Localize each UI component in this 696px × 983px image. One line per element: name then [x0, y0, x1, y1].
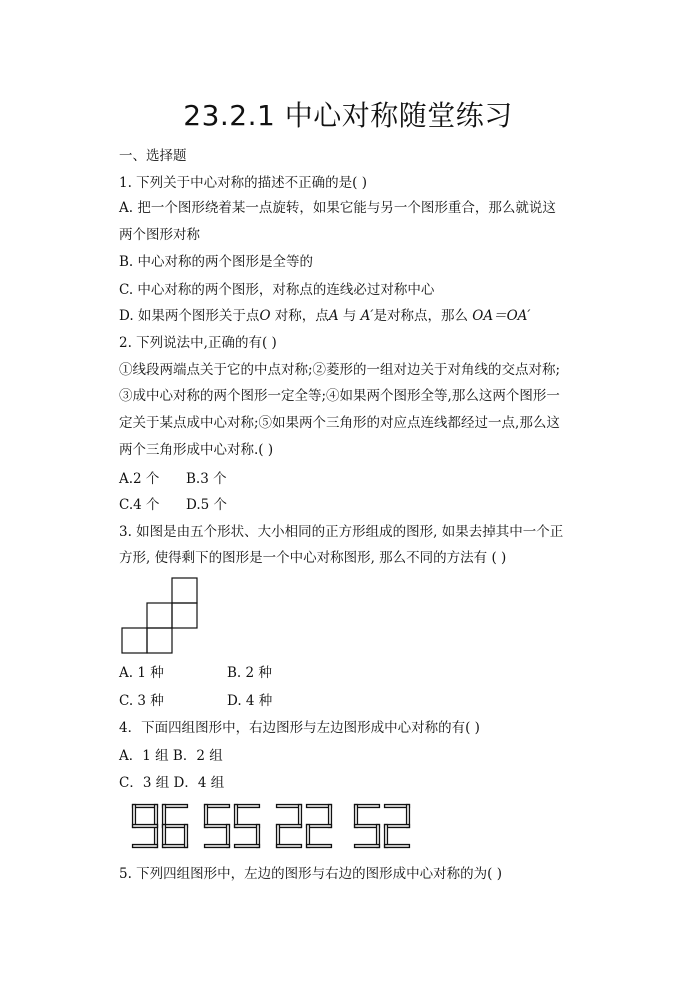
q2-option-c: C.4 个: [119, 497, 160, 513]
q1-option-a-line2: 两个图形对称: [119, 227, 200, 243]
q4-digit-5: [236, 806, 258, 846]
q3-square-bottom-left: [122, 628, 147, 653]
q4-option-cd: C．3 组 D．4 组: [119, 775, 225, 791]
q1-stem: 1. 下列关于中心对称的描述不正确的是( ): [119, 175, 367, 191]
q3-stem-line2: 方形, 使得剩下的图形是一个中心对称图形, 那么不同的方法有 ( ): [119, 550, 507, 566]
q1-option-d: [119, 306, 530, 326]
q2-line2: ③成中心对称的两个图形一定全等;④如果两个图形全等,那么这两个图形一: [119, 388, 560, 404]
q4-digit-pair-4: [356, 806, 408, 846]
q2-option-d: D.5 个: [186, 497, 228, 513]
q4-digit-pair-2: [206, 806, 258, 846]
q4-digit-pair-3: [278, 806, 330, 846]
q2-option-b: B.3 个: [186, 471, 227, 487]
q3-five-squares-figure: [120, 577, 200, 655]
q1-option-d-mid2: 与: [338, 308, 361, 324]
q4-digit-5: [356, 806, 378, 846]
q4-digit-2: [308, 806, 330, 846]
q3-square-middle-right: [172, 603, 197, 628]
q4-option-ab: A．1 组 B．2 组: [119, 748, 223, 764]
q3-option-b: B. 2 种: [227, 665, 272, 681]
q2-line1: ①线段两端点关于它的中点对称;②菱形的一组对边关于对角线的交点对称;: [119, 362, 561, 378]
q2-line4: 两个三角形成中心对称.( ): [119, 442, 274, 458]
q1-point-a: A: [328, 308, 339, 324]
q2-line3: 定关于某点成中心对称;⑤如果两个三角形的对应点连线都经过一点,那么这: [119, 415, 560, 431]
q1-point-o: O: [259, 308, 271, 324]
q1-option-a-line1: A. 把一个图形绕着某一点旋转，如果它能与另一个图形重合，那么就说这: [119, 200, 556, 216]
q3-square-top: [172, 578, 197, 603]
q4-digit-2: [278, 806, 300, 846]
q1-equation: OA＝OA′: [472, 308, 531, 324]
q4-stem: 4．下面四组图形中，右边图形与左边图形成中心对称的有( ): [119, 720, 480, 736]
q4-digit-2: [386, 806, 408, 846]
q5-stem: 5. 下列四组图形中，左边的图形与右边的图形成中心对称的为( ): [119, 866, 502, 882]
q2-option-a: A.2 个: [119, 471, 160, 487]
q3-square-middle-left: [147, 603, 172, 628]
q1-option-b: B. 中心对称的两个图形是全等的: [119, 254, 314, 270]
q4-digit-6: [164, 806, 186, 846]
q1-point-a-prime: A′: [360, 308, 374, 324]
section-heading: 一、选择题: [119, 148, 187, 164]
q1-option-d-mid1: 对称，点: [270, 308, 329, 324]
page-title: 23.2.1 中心对称随堂练习: [183, 99, 513, 132]
q1-option-d-mid3: 是对称点，那么: [373, 308, 473, 324]
q2-stem: 2. 下列说法中,正确的有( ): [119, 335, 277, 351]
q4-seven-segment-digit-pairs: [120, 800, 420, 850]
q3-stem-line1: 3. 如图是由五个形状、大小相同的正方形组成的图形, 如果去掉其中一个正: [119, 524, 564, 540]
q1-option-d-prefix: D. 如果两个图形关于点: [119, 308, 260, 324]
q4-digit-pair-1: [134, 806, 186, 846]
q3-option-c: C. 3 种: [119, 693, 164, 709]
q3-square-bottom-middle: [147, 628, 172, 653]
q3-option-a: A. 1 种: [119, 665, 164, 681]
q4-digit-5: [206, 806, 228, 846]
q4-digit-9: [134, 806, 156, 846]
q3-option-d: D. 4 种: [227, 693, 273, 709]
q1-option-c: C. 中心对称的两个图形，对称点的连线必过对称中心: [119, 282, 435, 298]
